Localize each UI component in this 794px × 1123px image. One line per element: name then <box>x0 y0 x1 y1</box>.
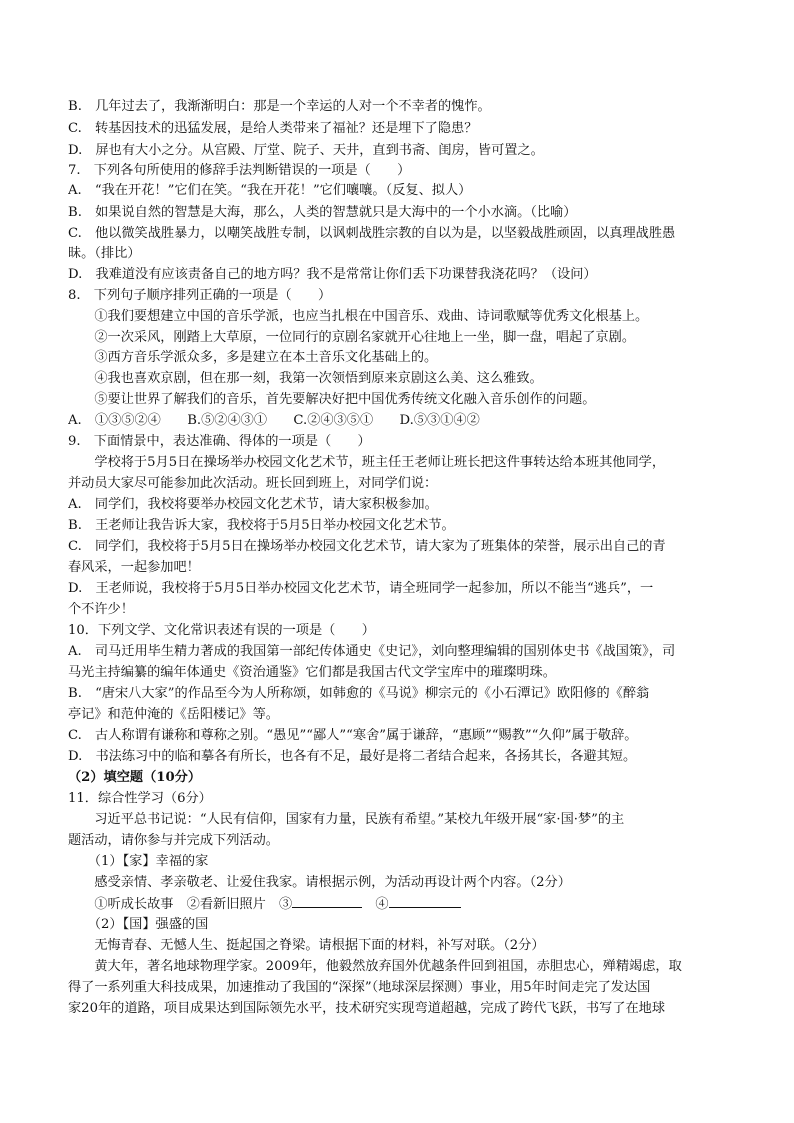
section-heading-fill-in: （2）填空题（10分） <box>68 770 202 785</box>
scenario-line-2: 并动员大家尽可能参加此次活动。班长回到班上，对同学们说： <box>68 476 438 491</box>
option-d-q9: D. 王老师说，我校将于5月5日举办校园文化艺术节，请全班同学一起参加，所以不能当“逃兵”，一 <box>68 581 654 596</box>
subtask-1-instruction: 感受亲情、孝亲敬老、让爱住我家。请根据示例，为活动再设计两个内容。（2分） <box>68 875 571 890</box>
subtask-1-answer-line <box>68 893 730 915</box>
question-11-stem: 11．综合性学习（6分） <box>68 791 212 806</box>
material-line-2: 得了一系列重大科技成果，加速推动了我国的“深探”（地球深层探测）事业，用5年时间走完了发达国 <box>68 980 651 995</box>
option-c-q10: C. 古人称谓有谦称和尊称之别。“愚见”“鄙人”“寒舍”属于谦辞，“惠顾”“赐教”“久仰”属于敬辞。 <box>68 728 638 743</box>
option-d-q6: D. 屏也有大小之分。从宫殿、厅堂、院子、天井，直到书斋、闺房，皆可置之。 <box>68 143 544 158</box>
option-d-q9-cont: 个不许少！ <box>68 602 134 617</box>
option-b-q9: B. 王老师让我告诉大家，我校将于5月5日举办校园文化艺术节。 <box>68 518 455 533</box>
question-9-stem: 9. 下面情景中，表达准确、得体的一项是（ ） <box>68 434 371 449</box>
option-c-q6: C. 转基因技术的迅猛发展，是给人类带来了福祉？还是埋下了隐患？ <box>68 121 478 136</box>
option-b-q10: B. “唐宋八大家”的作品至今为人所称颂，如韩愈的《马说》柳宗元的《小石潭记》欧阳修的《醉翁 <box>68 686 650 701</box>
option-d-q7: D. 我难道没有应该责备自己的地方吗？我不是常常让你们丢下功课替我浇花吗？（设问） <box>68 267 597 282</box>
option-b-q6: B. 几年过去了，我渐渐明白：那是一个幸运的人对一个不幸者的愧怍。 <box>68 99 491 114</box>
q11-intro-line-1: 习近平总书记说：“人民有信仰，国家有力量，民族有希望。”某校九年级开展“家·国·梦”的主 <box>68 812 625 827</box>
sentence-3: ③西方音乐学派众多，多是建立在本土音乐文化基础上的。 <box>68 350 438 365</box>
subtask-1-title: （1）【家】幸福的家 <box>68 854 209 869</box>
option-b-q10-cont: 亭记》和范仲淹的《岳阳楼记》等。 <box>68 707 279 722</box>
subtask-2-instruction: 无悔青春、无憾人生、挺起国之脊梁。请根据下面的材料，补写对联。（2分） <box>68 938 545 953</box>
question-8-stem: 8. 下列句子顺序排列正确的一项是（ ） <box>68 288 332 303</box>
answer-blank-3[interactable] <box>292 893 362 908</box>
option-b-q7: B. 如果说自然的智慧是大海，那么，人类的智慧就只是大海中的一个小水滴。（比喻） <box>68 205 577 220</box>
answer-blank-4[interactable] <box>389 893 461 908</box>
scenario-line-1: 学校将于5月5日在操场举办校园文化艺术节，班主任王老师让班长把这件事转达给本班其他同学， <box>68 455 666 470</box>
option-c-q7: C. 他以微笑战胜暴力，以嘲笑战胜专制，以讽刺战胜宗教的自以为是，以坚毅战胜顽固，以真理战胜愚 <box>68 226 676 241</box>
option-c-q7-cont: 昧。（排比） <box>68 246 141 261</box>
option-c-q9: C. 同学们，我校将于5月5日在操场举办校园文化艺术节，请大家为了班集体的荣誉，展示出自己的青 <box>68 539 666 554</box>
material-line-3: 家20年的道路，项目成果达到国际领先水平，技术研究实现弯道超越，完成了跨代飞跃，书写了在地球 <box>68 1001 666 1016</box>
material-line-1: 黄大年，著名地球物理学家。2009年，他毅然放弃国外优越条件回到祖国，赤胆忠心，殚精竭虑，取 <box>68 959 682 974</box>
answer-blank-separator: ④ <box>362 897 389 912</box>
option-a-q9: A. 同学们，我校将要举办校园文化艺术节，请大家积极参加。 <box>68 497 438 512</box>
option-a-q10: A. 司马迁用毕生精力著成的我国第一部纪传体通史《史记》，刘向整理编辑的国别体史书《战国策》，司 <box>68 644 676 659</box>
option-a-q10-cont: 马光主持编纂的编年体通史《资治通鉴》它们都是我国古代文学宝库中的璀璨明珠。 <box>68 665 556 680</box>
q11-intro-line-2: 题活动，请你参与并完成下列活动。 <box>68 833 279 848</box>
options-q8: A. ①③⑤②④ B.⑤②④③① C.②④③⑤① D.⑤③①④② <box>68 413 480 428</box>
option-c-q9-cont: 春风采，一起参加吧！ <box>68 560 200 575</box>
sentence-5: ⑤要让世界了解我们的音乐，首先要解决好把中国优秀传统文化融入音乐创作的问题。 <box>68 392 596 407</box>
option-a-q7: A. “我在开花！”它们在笑。“我在开花！”它们嚷嚷。（反复、拟人） <box>68 183 472 198</box>
sentence-2: ②一次采风，刚踏上大草原，一位同行的京剧名家就开心往地上一坐，脚一盘，唱起了京剧。 <box>68 330 636 345</box>
sentence-4: ④我也喜欢京剧，但在那一刻，我第一次领悟到原来京剧这么美、这么雅致。 <box>68 371 543 386</box>
sentence-1: ①我们要想建立中国的音乐学派，也应当扎根在中国音乐、戏曲、诗词歌赋等优秀文化根基上。 <box>68 309 649 324</box>
subtask-1-examples: ①听成长故事 ②看新旧照片 ③ <box>68 897 293 912</box>
question-10-stem: 10．下列文学、文化常识表述有误的一项是（ ） <box>68 623 375 638</box>
option-d-q10: D. 书法练习中的临和摹各有所长，也各有不足，最好是将二者结合起来，各扬其长，各避其短。 <box>68 749 637 764</box>
question-7-stem: 7. 下列各句所使用的修辞手法判断错误的一项是（ ） <box>68 163 411 178</box>
subtask-2-title: （2）【国】强盛的国 <box>68 917 209 932</box>
